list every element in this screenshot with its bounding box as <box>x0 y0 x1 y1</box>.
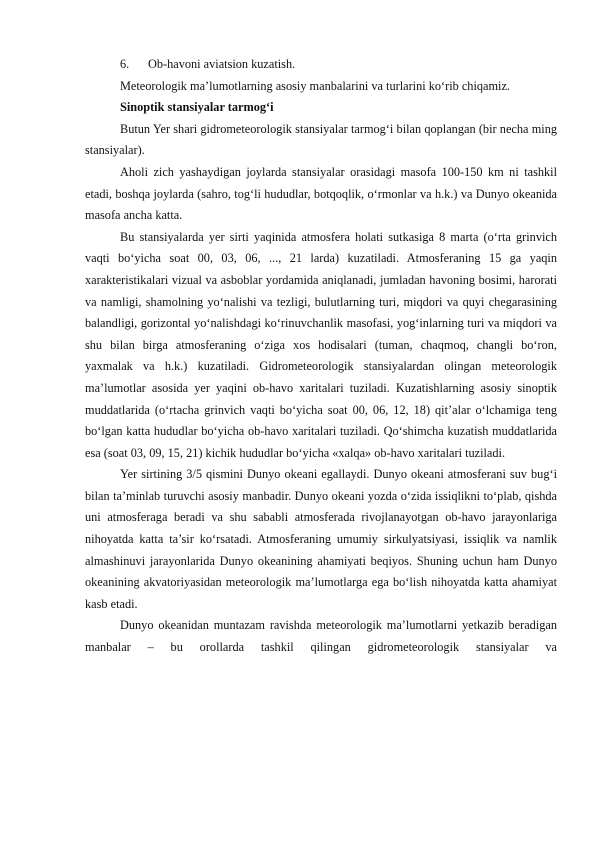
paragraph-observations: Bu stansiyalarda yer sirti yaqinida atmosfera holati sutkasiga 8 marta (o‘rta grinvich vaqti bo‘yicha soat 00, 03, 06, ..., 21 larda) kuzatiladi. Atmosferaning 15 ga yaqin xarakteristikalari vizual va asboblar yordamida aniqlanadi, jumladan havoning bosimi, harorati va namligi, shamolning yo‘nalishi va tezligi, bulutlarning turi, miqdori va quyi chegarasining balandligi, gorizontal yo‘nalishdagi ko‘rinuvchanlik masofasi, yog‘inlarning turi va miqdori va shu bilan birga atmosferaning o‘ziga xos hodisalari (tuman, chaqmoq, changli bo‘ron, yaxmalak va h.k.) kuzatiladi. Gidrometeorologik stansiyalardan olingan meteorologik ma’lumotlar asosida yer yaqini ob-havo xaritalari tuziladi. Kuzatishlarning asosiy sinoptik muddatlarida (o‘rtacha grinvich vaqti bo‘yicha soat 00, 06, 12, 18) qit’alar o‘lchamiga teng bo‘lgan katta hududlar bo‘yicha ob-havo xaritalari tuziladi. Qo‘shimcha kuzatish muddatlarida esa (soat 03, 09, 15, 21) kichik hududlar bo‘yicha «xalqa» ob-havo xaritalari tuziladi. <box>85 229 557 460</box>
paragraph-ocean-sources: Dunyo okeanidan muntazam ravishda meteorologik ma’lumotlarni yetkazib beradigan manbalar – bu orollarda tashkil qilingan gidrometeorologik stansiyalar va <box>85 618 557 655</box>
list-item-6 <box>85 54 557 76</box>
paragraph-intro: Meteorologik ma’lumotlarning asosiy manbalarini va turlarini ko‘rib chiqamiz. <box>120 78 510 93</box>
list-item-text: Ob-havoni aviatsion kuzatish. <box>148 57 296 71</box>
list-item-number: 6. <box>120 57 130 71</box>
paragraph-network: Butun Yer shari gidrometeorologik stansiyalar tarmog‘i bilan qoplangan (bir necha ming stansiyalar). <box>85 121 557 158</box>
paragraph-distance: Aholi zich yashaydigan joylarda stansiyalar orasidagi masofa 100-150 km ni tashkil etadi, boshqa joylarda (sahro, tog‘li hududlar, botqoqlik, o‘rmonlar va h.k.) va Dunyo okeanida masofa ancha katta. <box>85 164 557 223</box>
section-heading: Sinoptik stansiyalar tarmog‘i <box>120 100 274 115</box>
paragraph-ocean: Yer sirtining 3/5 qismini Dunyo okeani egallaydi. Dunyo okeani atmosferani suv bug‘i bilan ta’minlab turuvchi asosiy manbadir. Dunyo okeani yozda o‘zida issiqlikni to‘plab, qishda uni atmosferaga beradi va shu sababli atmosferada rivojlanayotgan ob-havo jarayonlariga nihoyatda katta ta’sir ko‘rsatadi. Atmosferaning umumiy sirkulyatsiyasi, issiqlik va namlik almashinuvi jarayonlarida Dunyo okeanining ahamiyati beqiyos. Shuning uchun ham Dunyo okeanining akvatoriyasidan meteorologik ma’lumotlarga ega bo‘lish nihoyatda katta ahamiyat kasb etadi. <box>85 467 557 611</box>
